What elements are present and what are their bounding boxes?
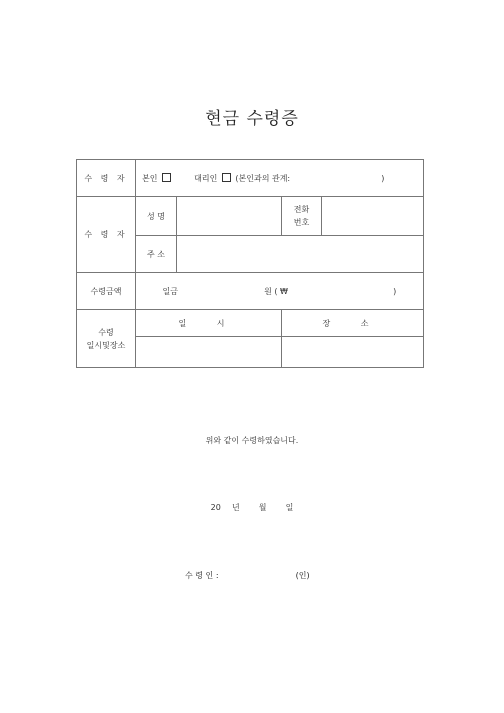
receiver-type-cell [136,160,424,197]
receipt-form-table [76,159,424,368]
month-label: 월 [258,503,267,512]
place-header: 장 소 [282,310,424,337]
relation-close: ) [381,173,385,183]
amount-cell[interactable] [136,273,424,310]
proxy-checkbox[interactable] [222,173,231,182]
name-field[interactable] [177,197,282,236]
page-title: 현금 수령증 [205,109,299,129]
datetime-place-label: 수령 일시및장소 [77,310,136,368]
receiver-type-row [77,160,424,197]
year-prefix: 20 [210,503,221,512]
receiver-info-label: 수 령 자 [77,197,136,273]
place-field[interactable] [282,337,424,368]
signature-line [185,570,310,581]
receiver-sign-label: 수 령 인 : [185,571,219,580]
datetime-field[interactable] [136,337,282,368]
datetime-header-row [77,310,424,337]
address-label: 주 소 [136,236,177,273]
amount-prefix: 일금 [162,286,179,296]
self-option-label: 본인 [142,173,158,183]
self-checkbox[interactable] [162,173,171,182]
relation-label: (본인과의 관계: [235,173,291,183]
won-label: 원 ( ₩ [264,286,288,296]
phone-label: 전화 번호 [282,197,322,236]
address-field[interactable] [177,236,424,273]
datetime-header: 일 시 [136,310,282,337]
amount-label: 수령금액 [77,273,136,310]
name-label: 성 명 [136,197,177,236]
phone-field[interactable] [322,197,424,236]
date-line [0,502,504,513]
amount-close: ) [393,286,397,296]
receiver-name-row [77,197,424,236]
proxy-option-label: 대리인 [194,173,218,183]
receiver-type-label: 수 령 자 [77,160,136,197]
seal-mark: (인) [295,571,310,580]
day-label: 일 [285,503,294,512]
amount-row [77,273,424,310]
statement-text: 위와 같이 수령하였습니다. [205,436,299,445]
year-label: 년 [231,503,240,512]
